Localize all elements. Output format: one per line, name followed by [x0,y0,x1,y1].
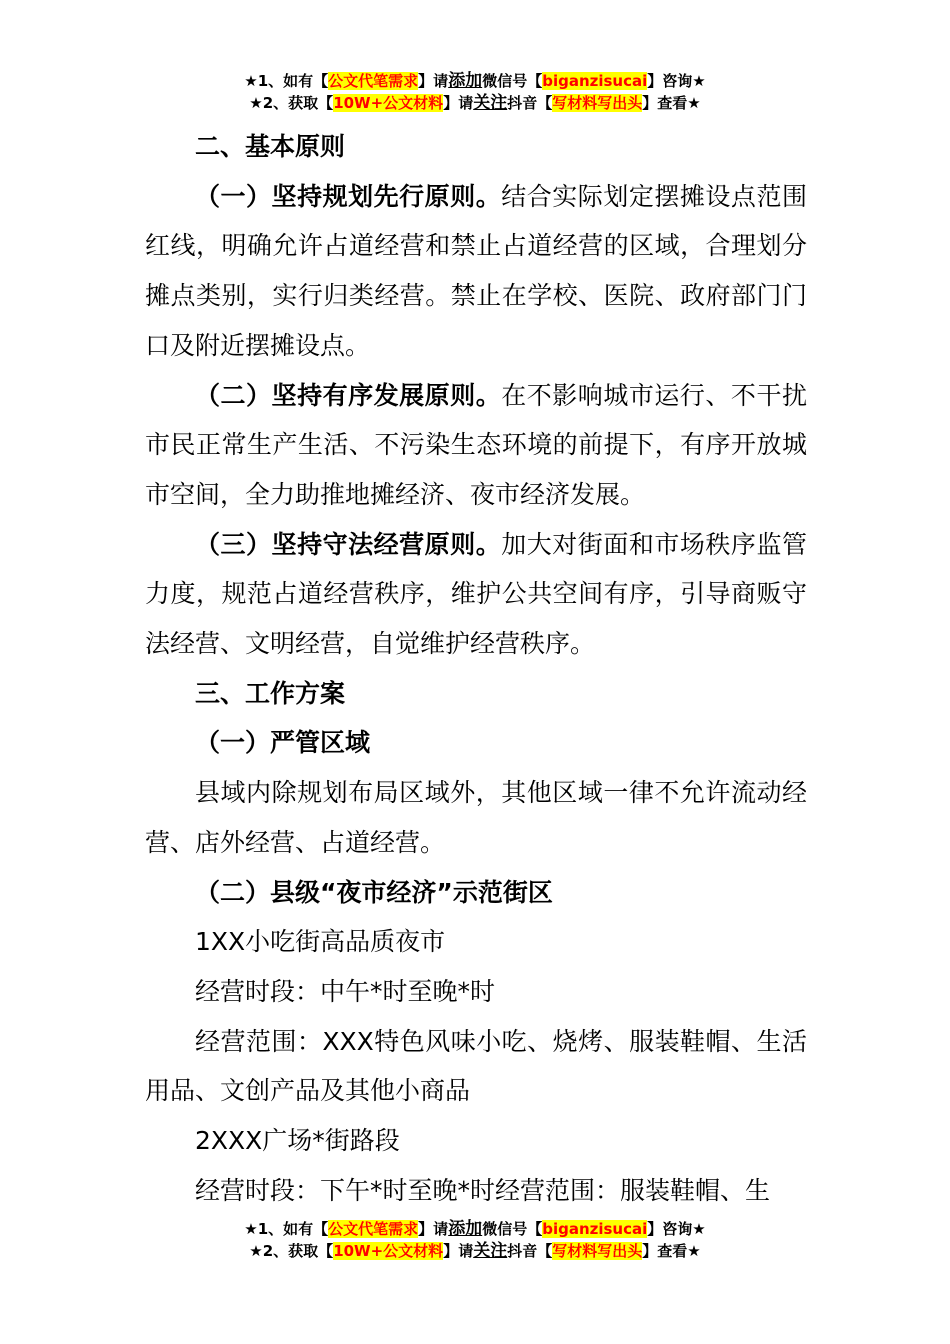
banner-text: ★2、获取【 [249,94,334,112]
banner-text: 】请 [443,1242,474,1260]
banner-emphasis: 添加 [448,1219,483,1239]
banner-text: 】请 [418,1220,449,1238]
banner-line-2 [0,1240,950,1262]
footer-banner [0,1218,950,1262]
banner-emphasis: 添加 [448,71,483,91]
banner-highlight: 10W+公文材料 [333,94,444,112]
banner-emphasis: 关注 [473,1241,508,1261]
subheading-demo-street: （二）县级“夜市经济”示范街区 [195,877,553,907]
subheading-strict-area: （一）严管区域 [195,728,371,758]
paragraph-principle-3 [145,520,807,669]
banner-text: 微信号【 [482,72,543,90]
banner-text: 】请 [418,72,449,90]
banner-line-1 [0,1218,950,1240]
banner-highlight: 公文代笔需求 [328,1220,419,1238]
paragraph-text: 结合实际划定摆摊设点范围红线，明确允许占道经营和禁止占道经营的区域，合理划分摊点类别，实行归类经营。禁止在学校、医院、政府部门门口及附近摆摊设点。 [145,181,807,360]
banner-text: 】咨询★ [647,1220,706,1238]
banner-text: 微信号【 [482,1220,543,1238]
paragraph-item-2-hours: 经营时段：下午*时至晚*时经营范围：服装鞋帽、生 [195,1175,771,1205]
banner-line-1 [0,70,950,92]
banner-highlight: 公文代笔需求 [328,72,419,90]
paragraph-lead: （一）坚持规划先行原则。 [195,181,502,211]
banner-text: 】请 [443,94,474,112]
paragraph-item-1: 1XX小吃街高品质夜市 [195,927,446,957]
banner-text: ★2、获取【 [249,1242,334,1260]
paragraph-lead: （三）坚持守法经营原则。 [195,529,502,559]
paragraph-text: 在不影响城市运行、不干扰市民正常生产生活、不污染生态环境的前提下，有序开放城市空间，全力助推地摊经济、夜市经济发展。 [145,380,807,509]
banner-text: 】咨询★ [647,72,706,90]
paragraph-strict-area: 县域内除规划布局区域外，其他区域一律不允许流动经营、店外经营、占道经营。 [145,778,807,857]
banner-wechat-id: biganzisucai [542,72,648,90]
banner-highlight: 10W+公文材料 [333,1242,444,1260]
document-body [145,122,807,1215]
banner-text: ★1、如有【 [244,1220,329,1238]
paragraph-item-1-scope: 经营范围：XXX特色风味小吃、烧烤、服装鞋帽、生活用品、文创产品及其他小商品 [145,1026,807,1106]
banner-text: 抖音【 [507,1242,553,1260]
paragraph-principle-1 [145,172,807,371]
section-heading-principles: 二、基本原则 [195,132,346,161]
paragraph-text: 加大对街面和市场秩序监管力度，规范占道经营秩序，维护公共空间有序，引导商贩守法经营、文明经营，自觉维护经营秩序。 [145,529,807,659]
banner-line-2 [0,92,950,114]
paragraph-item-1-hours: 经营时段：中午*时至晚*时 [195,976,496,1006]
banner-douyin-id: 写材料写出头 [552,94,643,112]
banner-text: 】查看★ [642,94,701,112]
header-banner [0,70,950,114]
banner-text: 抖音【 [507,94,553,112]
banner-text: ★1、如有【 [244,72,329,90]
banner-wechat-id: biganzisucai [542,1220,648,1238]
section-heading-plan: 三、工作方案 [195,678,346,708]
paragraph-lead: （二）坚持有序发展原则。 [195,380,502,410]
banner-emphasis: 关注 [473,93,508,113]
banner-text: 】查看★ [642,1242,701,1260]
banner-douyin-id: 写材料写出头 [552,1242,643,1260]
paragraph-item-2: 2XXX广场*街路段 [195,1126,400,1156]
paragraph-principle-2 [145,371,807,520]
